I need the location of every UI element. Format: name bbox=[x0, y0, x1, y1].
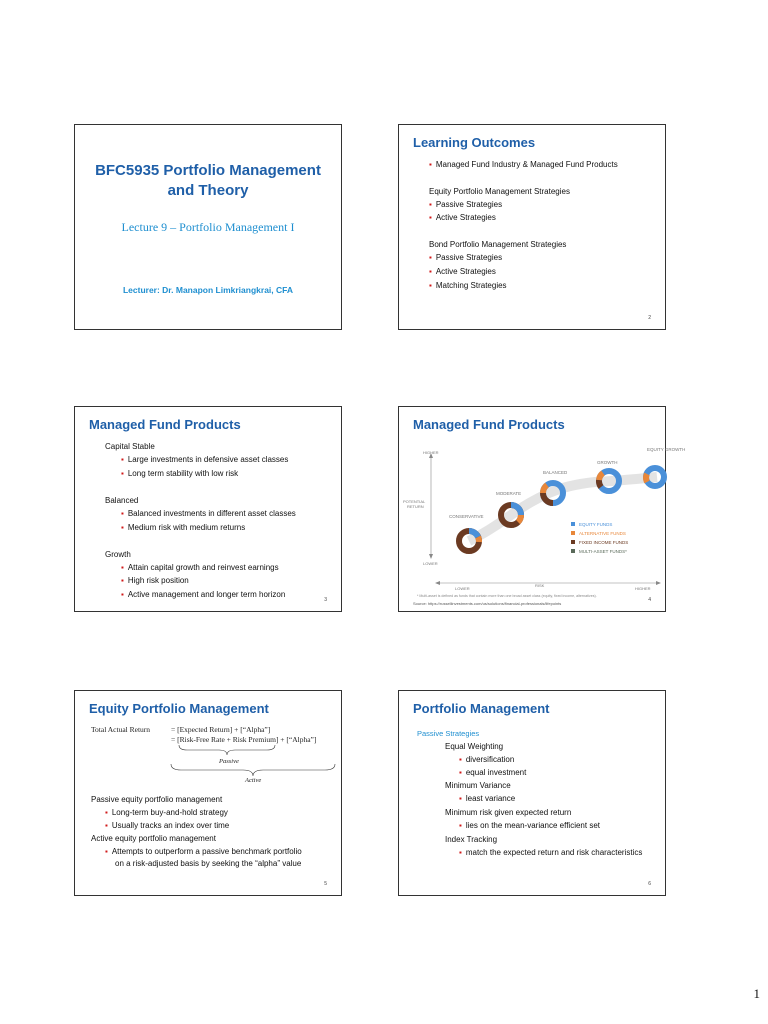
list-item: ▪ Balanced investments in different asset classes bbox=[121, 509, 296, 518]
list-item: ▪ Active management and longer term horizon bbox=[121, 590, 285, 599]
list-item: ▪ least variance bbox=[459, 794, 515, 803]
equation-line2: = [Risk-Free Rate + Risk Premium] + [“Alpha”] bbox=[171, 735, 317, 744]
lecture-title: Lecture 9 – Portfolio Management I bbox=[121, 220, 295, 234]
equity-item: ▪ Active Strategies bbox=[429, 213, 496, 222]
legend-swatch-fixed bbox=[571, 540, 575, 544]
bond-heading: Bond Portfolio Management Strategies bbox=[429, 240, 567, 249]
list-item: ▪ Medium risk with medium returns bbox=[121, 523, 245, 532]
list-item: ▪ Attempts to outperform a passive benchmark portfolio bbox=[105, 847, 302, 856]
group-heading: Capital Stable bbox=[105, 442, 155, 451]
brace-diagram bbox=[75, 743, 341, 793]
x-mid-label: RISK bbox=[535, 583, 545, 588]
active-brace bbox=[171, 764, 335, 776]
x-right-label: HIGHER bbox=[635, 586, 651, 591]
slide-number: 3 bbox=[324, 597, 327, 603]
y-bottom-label: LOWER bbox=[423, 561, 438, 566]
course-title bbox=[75, 161, 341, 201]
equation-line1: = [Expected Return] + [“Alpha”] bbox=[171, 725, 271, 734]
bond-item: ▪ Matching Strategies bbox=[429, 281, 507, 290]
slide-number: 6 bbox=[648, 881, 651, 887]
bond-item: ▪ Passive Strategies bbox=[429, 253, 502, 262]
legend-swatch-multi bbox=[571, 549, 575, 553]
fund-risk-return-chart bbox=[399, 437, 686, 607]
list-item: ▪ Large investments in defensive asset classes bbox=[121, 455, 288, 464]
donut-segment-fixed bbox=[599, 480, 601, 487]
passive-heading: Passive equity portfolio management bbox=[91, 795, 223, 804]
list-item: ▪ High risk position bbox=[121, 576, 189, 585]
group-heading: Minimum Variance bbox=[445, 781, 511, 790]
slide-learning-outcomes bbox=[398, 124, 666, 330]
list-item: ▪ diversification bbox=[459, 755, 514, 764]
page-number: 1 bbox=[753, 986, 760, 1001]
list-item: ▪ Long-term buy-and-hold strategy bbox=[105, 808, 228, 817]
active-heading: Active equity portfolio management bbox=[91, 834, 216, 843]
donut-segment-alternative bbox=[478, 537, 479, 542]
slide-heading: Equity Portfolio Management bbox=[89, 701, 269, 716]
x-left-label: LOWER bbox=[455, 586, 470, 591]
y-mid-label-2: RETURN bbox=[407, 504, 424, 509]
outcome-item: ▪ Managed Fund Industry & Managed Fund Products bbox=[429, 160, 618, 169]
legend-label: FIXED INCOME FUNDS bbox=[579, 540, 629, 545]
list-item: ▪ match the expected return and risk characteristics bbox=[459, 848, 642, 857]
group-heading: Balanced bbox=[105, 496, 139, 505]
group-heading: Index Tracking bbox=[445, 835, 498, 844]
list-item: ▪ Attain capital growth and reinvest earnings bbox=[121, 563, 279, 572]
list-item: ▪ Long term stability with low risk bbox=[121, 469, 238, 478]
group-heading: Minimum risk given expected return bbox=[445, 808, 572, 817]
slide-heading: Managed Fund Products bbox=[413, 417, 565, 432]
slide-managed-fund-products bbox=[74, 406, 342, 612]
slide-number: 4 bbox=[648, 597, 651, 603]
passive-label: Passive bbox=[219, 758, 239, 765]
y-mid-label-1: POTENTIAL bbox=[403, 499, 426, 504]
equity-item: ▪ Passive Strategies bbox=[429, 200, 502, 209]
group-heading: Equal Weighting bbox=[445, 742, 504, 751]
label-growth: GROWTH bbox=[597, 460, 618, 465]
donut-segment-alternative bbox=[518, 515, 521, 522]
donut-segment-alternative bbox=[646, 474, 647, 482]
label-balanced: BALANCED bbox=[543, 470, 568, 475]
legend-swatch-alternative bbox=[571, 531, 575, 535]
equity-heading: Equity Portfolio Management Strategies bbox=[429, 187, 570, 196]
slide-heading: Learning Outcomes bbox=[413, 135, 536, 150]
legend-label: ALTERNATIVE FUNDS bbox=[579, 531, 626, 536]
list-item: ▪ equal investment bbox=[459, 768, 526, 777]
x-arrow-left-icon bbox=[435, 581, 440, 585]
label-moderate: MODERATE bbox=[496, 491, 522, 496]
legend-swatch-equity bbox=[571, 522, 575, 526]
slide-title bbox=[74, 124, 342, 330]
passive-brace bbox=[179, 745, 275, 755]
group-heading: Growth bbox=[105, 550, 131, 559]
slide-heading: Managed Fund Products bbox=[89, 417, 241, 432]
list-item: ▪ Usually tracks an index over time bbox=[105, 821, 229, 830]
y-arrow-down-icon bbox=[429, 554, 433, 559]
label-conservative: CONSERVATIVE bbox=[449, 514, 484, 519]
slide-number: 5 bbox=[324, 881, 327, 887]
list-item-continued: on a risk-adjusted basis by seeking the “alpha” value bbox=[115, 859, 302, 868]
y-top-label: HIGHER bbox=[423, 450, 439, 455]
x-arrow-right-icon bbox=[656, 581, 661, 585]
active-label: Active bbox=[245, 777, 262, 784]
equation-label: Total Actual Return bbox=[91, 725, 151, 734]
source-note: Source: https://russellinvestments.com/us/solutions/financial-professionals/lifepoints bbox=[413, 601, 562, 606]
slide-managed-fund-chart bbox=[398, 406, 686, 612]
section-subtitle: Passive Strategies bbox=[417, 729, 480, 738]
course-title-line1: BFC5935 Portfolio Management bbox=[95, 162, 321, 179]
bond-item: ▪ Active Strategies bbox=[429, 267, 496, 276]
lecturer-name: Lecturer: Dr. Manapon Limkriangkrai, CFA bbox=[122, 285, 294, 295]
chart-footnote: * Multi-asset is defined as funds that contain more than one broad asset class (equity, fixed income, alternatives). bbox=[417, 594, 597, 598]
slide-number: 2 bbox=[648, 315, 651, 321]
legend-label: MULTI-ASSET FUNDS* bbox=[579, 549, 627, 554]
legend-label: EQUITY FUNDS bbox=[579, 522, 613, 527]
label-equity-growth: EQUITY GROWTH bbox=[647, 447, 686, 452]
slide-portfolio-management bbox=[398, 690, 666, 896]
slide-equity-portfolio-management bbox=[74, 690, 342, 896]
list-item: ▪ lies on the mean-variance efficient set bbox=[459, 821, 600, 830]
course-title-line2: and Theory bbox=[167, 182, 249, 199]
slide-heading: Portfolio Management bbox=[413, 701, 550, 716]
